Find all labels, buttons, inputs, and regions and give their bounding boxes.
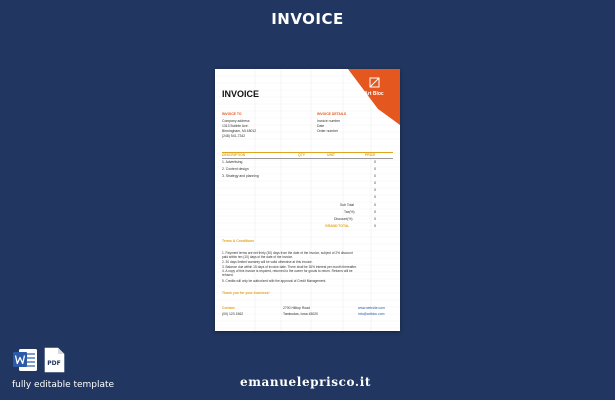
thank-you-note: Thank you for your business! <box>222 291 270 295</box>
grand-total-label: GRAND TOTAL <box>325 224 350 228</box>
invoice-to-line: (248) 541-7342 <box>222 134 246 138</box>
grand-total-value: 0 <box>374 224 376 228</box>
terms-heading: Terms & Conditions <box>222 239 254 243</box>
invoice-details-line: Date <box>317 124 325 128</box>
invoice-to-line: 1313 Bubble Ave. <box>222 124 249 128</box>
item-description: 1. Advertising <box>222 160 243 164</box>
col-description: DESCRIPTION <box>222 153 246 157</box>
col-price: PRICE <box>365 153 376 157</box>
word-icon <box>12 347 38 373</box>
terms-line: refused. <box>222 273 234 277</box>
terms-line: 5. Credits will only be authorized with the approval of Credit Management. <box>222 279 327 283</box>
col-qty: QTY <box>298 153 305 157</box>
editable-caption: fully editable template <box>12 380 115 390</box>
item-description: 2. Content design <box>222 167 249 171</box>
total-label: Tax(%) <box>344 210 355 214</box>
item-price: 0 <box>374 174 376 178</box>
item-price: 0 <box>374 188 376 192</box>
item-price: 0 <box>374 181 376 185</box>
file-format-icons <box>12 347 68 375</box>
totals-row <box>222 223 393 230</box>
terms-line: 1. Payment terms are net thirty (30) days from the date of the invoice, subject of 2% discount <box>222 251 353 255</box>
logo-text: Art Bloc <box>364 91 384 97</box>
footer-web-line: info@artbloc.com <box>358 312 385 316</box>
page-title: INVOICE <box>271 10 344 28</box>
terms-line: paid within ten (10) days of the date of the invoice. <box>222 255 294 259</box>
invoice-to-heading: INVOICE TO <box>222 112 242 116</box>
pdf-label: PDF <box>47 360 61 367</box>
footer-web-line: www.website.com <box>358 306 385 310</box>
item-price: 0 <box>374 167 376 171</box>
invoice-to-line: Company address <box>222 119 250 123</box>
totals-row <box>222 209 393 216</box>
website-link[interactable]: emanueleprisco.it <box>240 375 371 389</box>
art-bloc-logo <box>348 69 400 125</box>
invoice-details-line: Invoice number <box>317 119 341 123</box>
item-description: 3. Strategy and planning <box>222 174 259 178</box>
terms-line: 3. Balance due within 15 days of invoice date. There shall be 30% interest per month thereafter. <box>222 265 357 269</box>
table-row <box>222 187 393 194</box>
total-value: 0 <box>374 217 376 221</box>
invoice-title: INVOICE <box>222 89 260 99</box>
contact-phone: (00) 123 1562 <box>222 312 244 316</box>
footer-address-line: Tambudas, Iowa 45020 <box>283 312 319 316</box>
col-unit: UNIT <box>327 153 335 157</box>
total-value: 0 <box>374 203 376 207</box>
total-value: 0 <box>374 210 376 214</box>
totals-row <box>222 202 393 209</box>
table-row <box>222 159 393 166</box>
invoice-details-heading: INVOICE DETAILS <box>317 112 347 116</box>
table-row <box>222 180 393 187</box>
invoice-document-preview <box>215 69 400 331</box>
total-label: Sub Total <box>340 203 355 207</box>
total-label: Discount(%) <box>334 217 353 221</box>
item-price: 0 <box>374 195 376 199</box>
footer-address-line: 2700 Hilltop Road <box>283 306 310 310</box>
invoice-to-line: Birmingham, MI 48012 <box>222 129 257 133</box>
terms-line: 2. 30 days limited warranty will be valid otherwise at this invoice. <box>222 260 313 264</box>
totals-row <box>222 216 393 223</box>
table-row <box>222 173 393 180</box>
contact-heading: Contact <box>222 306 235 310</box>
table-row <box>222 194 393 201</box>
item-price: 0 <box>374 160 376 164</box>
table-row <box>222 166 393 173</box>
terms-line: 4. A copy of this invoice is required, returned to the owner for goods to return. Returns will be <box>222 269 353 273</box>
invoice-details-line: Order number <box>317 129 339 133</box>
